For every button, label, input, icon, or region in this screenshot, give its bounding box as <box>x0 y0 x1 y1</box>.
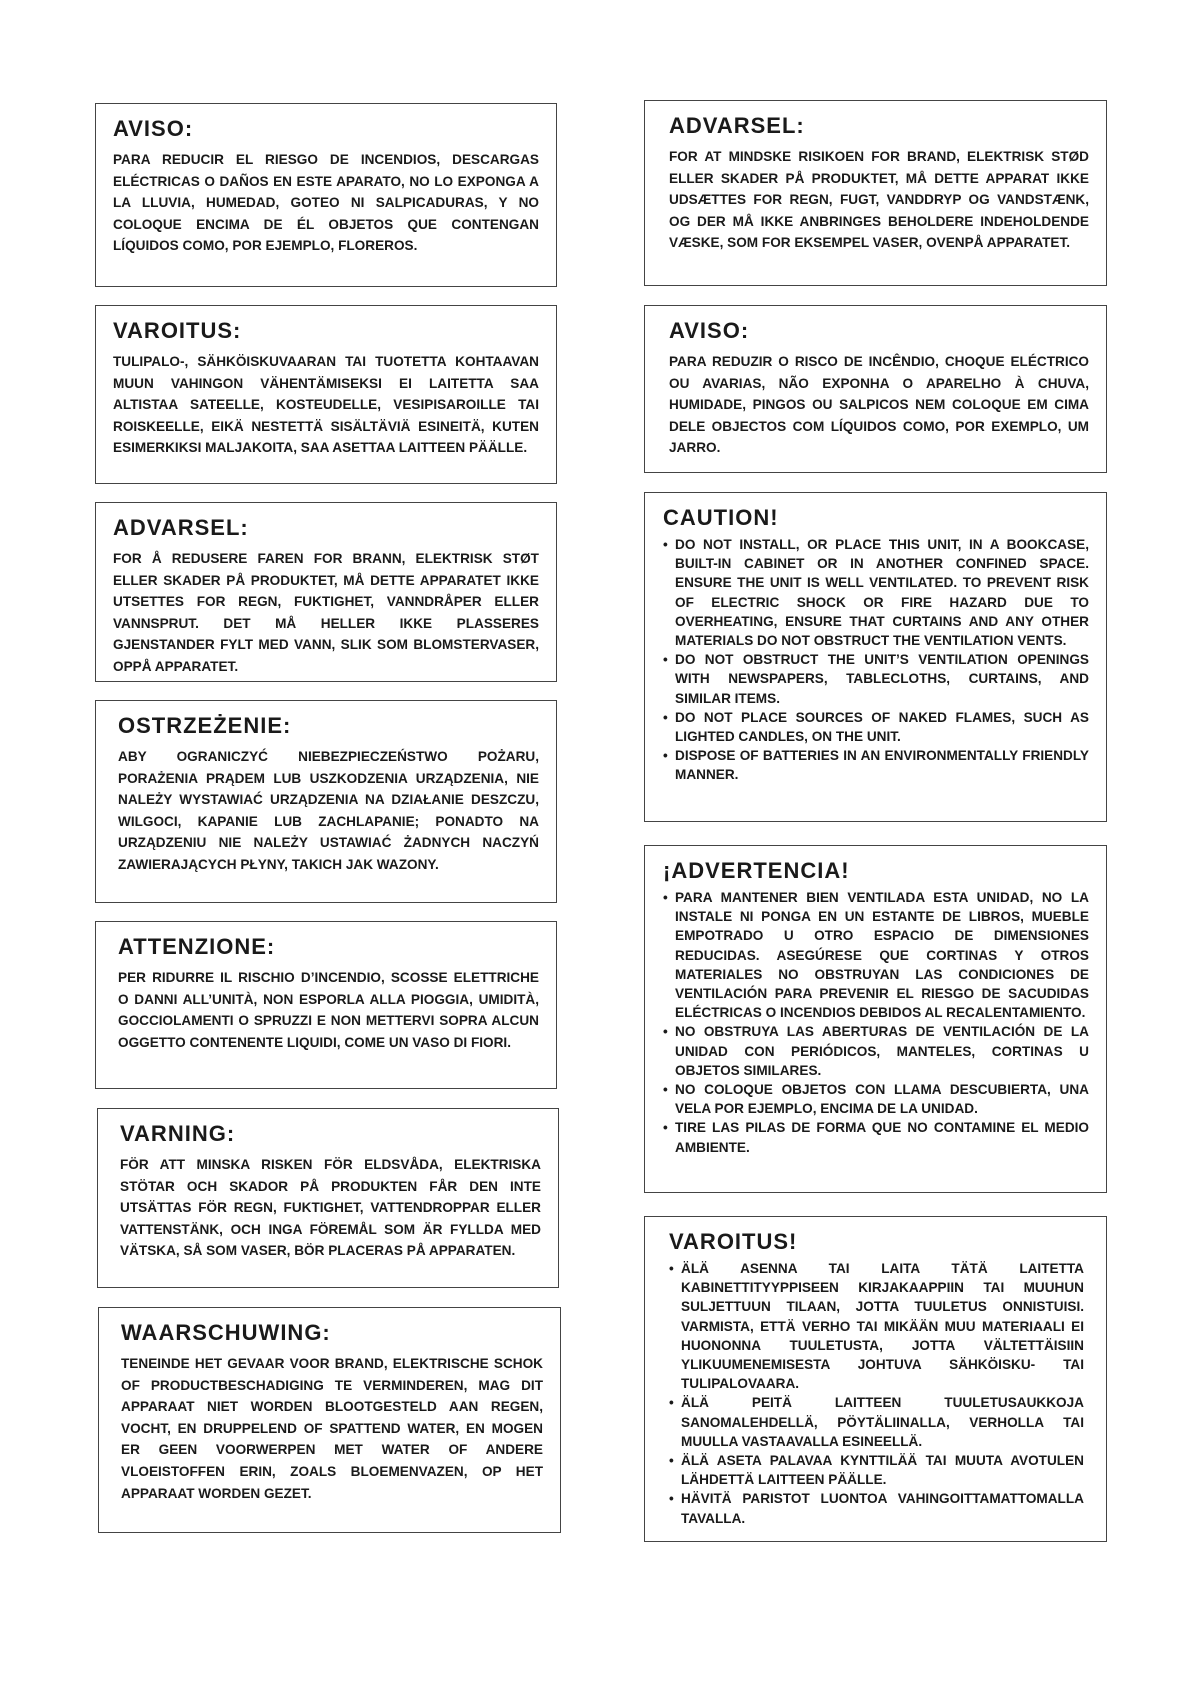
warning-title: CAUTION! <box>663 505 779 530</box>
caution-item: • NO OBSTRUYA LAS ABERTURAS DE VENTILACIÓN DE LA UNIDAD CON PERIÓDICOS, MANTELES, CORTINAS U OBJETOS SIMILARES. <box>663 1022 1089 1080</box>
caution-item: • ÄLÄ ASETA PALAVAA KYNTTILÄÄ TAI MUUTA AVOTULEN LÄHDETTÄ LAITTEEN PÄÄLLE. <box>669 1451 1084 1489</box>
warning-title: ADVARSEL: <box>113 515 249 540</box>
warning-box-norwegian <box>95 502 557 682</box>
caution-item: • HÄVITÄ PARISTOT LUONTOA VAHINGOITTAMATTOMALLA TAVALLA. <box>669 1489 1084 1527</box>
caution-item: • DO NOT INSTALL, OR PLACE THIS UNIT, IN A BOOKCASE, BUILT-IN CABINET OR IN ANOTHER CONFINED SPACE. ENSURE THE UNIT IS WELL VENTILATED. TO PREVENT RISK OF ELECTRIC SHOCK OR FIRE HAZARD DUE TO OVERHEATING, ENSURE THAT CURTAINS AND ANY OTHER MATERIALS DO NOT OBSTRUCT THE VENTILATION VENTS. <box>663 535 1089 650</box>
warning-text: FOR AT MINDSKE RISIKOEN FOR BRAND, ELEKTRISK STØD ELLER SKADER PÅ PRODUKTET, MÅ DETTE APPARAT IKKE UDSÆTTES FOR REGN, FUGT, VANDDRYP OG VANDSTÆNK, OG DER MÅ IKKE ANBRINGES BEHOLDERE INDEHOLDENDE VÆSKE, SOM FOR EKSEMPEL VASER, OVENPÅ APPARATET. <box>669 149 1089 251</box>
warning-title: VAROITUS: <box>113 318 242 343</box>
warning-box-dutch <box>98 1307 561 1533</box>
warning-box-spanish <box>95 103 557 287</box>
warning-title: WAARSCHUWING: <box>121 1320 331 1345</box>
warning-text: PARA REDUZIR O RISCO DE INCÊNDIO, CHOQUE ELÉCTRICO OU AVARIAS, NÃO EXPONHA O APARELHO À CHUVA, HUMIDADE, PINGOS OU SALPICOS NEM COLOQUE EM CIMA DELE OBJECTOS COM LÍQUIDOS COMO, POR EXEMPLO, UM JARRO. <box>669 354 1089 456</box>
caution-list <box>669 1259 1084 1528</box>
caution-item: • DISPOSE OF BATTERIES IN AN ENVIRONMENTALLY FRIENDLY MANNER. <box>663 746 1089 784</box>
warning-box-finnish <box>95 305 557 484</box>
caution-item: • ÄLÄ PEITÄ LAITTEEN TUULETUSAUKKOJA SANOMALEHDELLÄ, PÖYTÄLIINALLA, VERHOLLA TAI MUULLA VASTAAVALLA ESINEELLÄ. <box>669 1393 1084 1451</box>
caution-box-english <box>644 492 1107 822</box>
warning-text: ABY OGRANICZYĆ NIEBEZPIECZEŃSTWO POŻARU, PORAŻENIA PRĄDEM LUB USZKODZENIA URZĄDZENIA, NIE NALEŻY WYSTAWIAĆ URZĄDZENIA NA DZIAŁANIE DESZCZU, WILGOCI, KAPANIE LUB ZACHLAPANIE; PONADTO NA URZĄDZENIU NIE NALEŻY USTAWIAĆ ŻADNYCH NACZYŃ ZAWIERAJĄCYCH PŁYNY, TAKICH JAK WAZONY. <box>118 749 539 872</box>
warning-box-swedish <box>97 1108 559 1288</box>
caution-box-finnish <box>644 1216 1107 1542</box>
warning-title: OSTRZEŻENIE: <box>118 713 292 738</box>
warning-box-danish <box>644 100 1107 286</box>
warning-title: AVISO: <box>669 318 750 343</box>
warning-box-portuguese <box>644 305 1107 473</box>
warning-text: PER RIDURRE IL RISCHIO D’INCENDIO, SCOSSE ELETTRICHE O DANNI ALL’UNITÀ, NON ESPORLA ALLA PIOGGIA, UMIDITÀ, GOCCIOLAMENTI O SPRUZZI E NON METTERVI SOPRA ALCUN OGGETTO CONTENENTE LIQUIDI, COME UN VASO DI FIORI. <box>118 970 539 1050</box>
caution-item: • PARA MANTENER BIEN VENTILADA ESTA UNIDAD, NO LA INSTALE NI PONGA EN UN ESTANTE DE LIBROS, MUEBLE EMPOTRADO U OTRO ESPACIO DE DIMENSIONES REDUCIDAS. ASEGÚRESE QUE CORTINAS Y OTROS MATERIALES NO OBSTRUYAN LAS CONDICIONES DE VENTILACIÓN PARA PREVENIR EL RIESGO DE SACUDIDAS ELÉCTRICAS O INCENDIOS DEBIDOS AL RECALENTAMIENTO. <box>663 888 1089 1022</box>
warning-title: ¡ADVERTENCIA! <box>663 858 850 883</box>
warning-text: FOR Å REDUSERE FAREN FOR BRANN, ELEKTRISK STØT ELLER SKADER PÅ PRODUKTET, MÅ DETTE APPARATET IKKE UTSETTES FOR REGN, FUKTIGHET, VANNDRÅPER ELLER VANNSPRUT. DET MÅ HELLER IKKE PLASSERES GJENSTANDER FYLT MED VANN, SLIK SOM BLOMSTERVASER, OPPÅ APPARATET. <box>113 551 539 674</box>
warning-text: TENEINDE HET GEVAAR VOOR BRAND, ELEKTRISCHE SCHOK OF PRODUCTBESCHADIGING TE VERMINDEREN, MAG DIT APPARAAT NIET WORDEN BLOOTGESTELD AAN REGEN, VOCHT, EN DRUPPELEND OF SPATTEND WATER, EN MOGEN ER GEEN VOORWERPEN MET WATER OF ANDERE VLOEISTOFFEN ERIN, ZOALS BLOEMENVAZEN, OP HET APPARAAT WORDEN GEZET. <box>121 1356 543 1501</box>
warning-title: ADVARSEL: <box>669 113 805 138</box>
caution-item: • ÄLÄ ASENNA TAI LAITA TÄTÄ LAITETTA KABINETTITYYPPISEEN KIRJAKAAPPIIN TAI MUUHUN SULJETTUUN TILAAN, JOTTA TUULETUS ONNISTUISI. VARMISTA, ETTÄ VERHO TAI MIKÄÄN MUU MATERIAALI EI HUONONNA TUULETUSTA, JOTTA VÄLTETTÄISIIN YLIKUUMENEMISESTA JOHTUVA SÄHKÖISKU- TAI TULIPALOVAARA. <box>669 1259 1084 1393</box>
warning-title: AVISO: <box>113 116 194 141</box>
warning-title: VAROITUS! <box>669 1229 798 1254</box>
caution-item: • DO NOT OBSTRUCT THE UNIT’S VENTILATION OPENINGS WITH NEWSPAPERS, TABLECLOTHS, CURTAINS, AND SIMILAR ITEMS. <box>663 650 1089 708</box>
caution-item: • NO COLOQUE OBJETOS CON LLAMA DESCUBIERTA, UNA VELA POR EJEMPLO, ENCIMA DE LA UNIDAD. <box>663 1080 1089 1118</box>
warning-box-polish <box>95 700 557 903</box>
caution-box-spanish <box>644 845 1107 1193</box>
caution-item: • TIRE LAS PILAS DE FORMA QUE NO CONTAMINE EL MEDIO AMBIENTE. <box>663 1118 1089 1156</box>
warning-title: ATTENZIONE: <box>118 934 276 959</box>
caution-list <box>663 535 1089 785</box>
warning-text: PARA REDUCIR EL RIESGO DE INCENDIOS, DESCARGAS ELÉCTRICAS O DAÑOS EN ESTE APARATO, NO LO EXPONGA A LA LLUVIA, HUMEDAD, GOTEO NI SALPICADURAS, Y NO COLOQUE ENCIMA DE ÉL OBJETOS QUE CONTENGAN LÍQUIDOS COMO, POR EJEMPLO, FLOREROS. <box>113 152 539 254</box>
warning-box-italian <box>95 921 557 1089</box>
warning-title: VARNING: <box>120 1121 236 1146</box>
warning-text: FÖR ATT MINSKA RISKEN FÖR ELDSVÅDA, ELEKTRISKA STÖTAR OCH SKADOR PÅ PRODUKTEN FÅR DEN INTE UTSÄTTAS FÖR REGN, FUKTIGHET, VATTENDROPPAR ELLER VATTENSTÄNK, OCH INGA FÖREMÅL SOM ÄR FYLLDA MED VÄTSKA, SÅ SOM VASER, BÖR PLACERAS PÅ APPARATEN. <box>120 1157 541 1259</box>
warning-text: TULIPALO-, SÄHKÖISKUVAARAN TAI TUOTETTA KOHTAAVAN MUUN VAHINGON VÄHENTÄMISEKSI EI LAITETTA SAA ALTISTAA SATEELLE, KOSTEUDELLE, VESIPISAROILLE TAI ROISKEELLE, EIKÄ NESTETTÄ SISÄLTÄVIÄ ESINEITÄ, KUTEN ESIMERKIKSI MALJAKOITA, SAA ASETTAA LAITTEEN PÄÄLLE. <box>113 354 539 456</box>
caution-list <box>663 888 1089 1157</box>
caution-item: • DO NOT PLACE SOURCES OF NAKED FLAMES, SUCH AS LIGHTED CANDLES, ON THE UNIT. <box>663 708 1089 746</box>
